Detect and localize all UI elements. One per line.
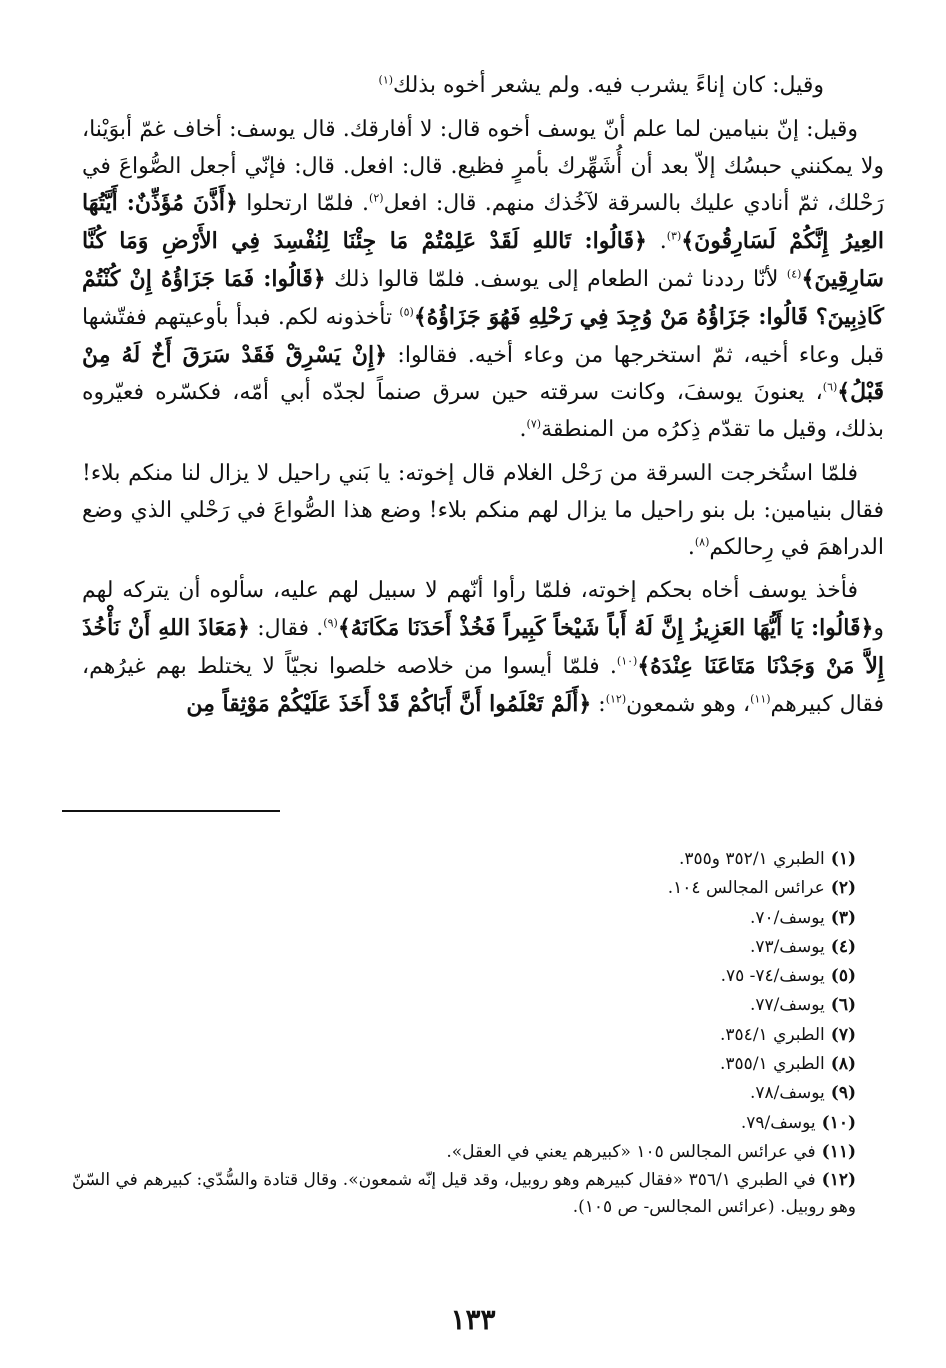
footnote-text: الطبري ٣٥٢/١ و٣٥٥. xyxy=(678,849,825,869)
footnote-marker: (٣) xyxy=(666,229,682,243)
text-run: . فقال: xyxy=(249,616,324,642)
footnote-item xyxy=(62,845,856,874)
footnote-text: يوسف/٧٣. xyxy=(750,936,825,957)
footnote-item xyxy=(62,991,856,1020)
footnote-item xyxy=(62,1021,856,1050)
footnote-number: (٩) xyxy=(830,1083,856,1104)
footnote-item xyxy=(62,904,856,933)
footnote-number: (٧) xyxy=(830,1024,856,1045)
quran-quote: ﴿مَعَاذَ اللهِ أَنْ نَأْخُذَ إِلاَّ مَنْ وَجَدْنَا مَتَاعَنَا عِنْدَهُ﴾ xyxy=(82,615,885,679)
paragraph xyxy=(82,68,884,105)
footnote-text: عرائس المجالس ١٠٤. xyxy=(667,878,825,899)
text-run: وقيل: كان إناءً يشرب فيه. ولم يشعر أخوه بذلك xyxy=(393,73,824,98)
footnote-number: (٣) xyxy=(830,907,856,928)
footnote-marker: (٧) xyxy=(526,417,542,431)
footnote-marker: (٥) xyxy=(399,305,414,319)
footnote-number: (٤) xyxy=(830,936,856,957)
footnote-item xyxy=(62,1050,856,1079)
text-run: . xyxy=(646,229,667,255)
footnote-item xyxy=(62,1079,856,1108)
footnote-item xyxy=(62,1138,856,1167)
page-number: ١٣٣ xyxy=(450,1303,496,1336)
text-run: فأخذ يوسف أخاه بحكم إخوته، فلمّا رأوا أنّهم لا سبيل لهم عليه، سألوه أن يتركه لهم و xyxy=(82,578,884,642)
quran-quote: ﴿قَالُوا: يَا أَيُّهَا العَزِيزُ إِنَّ لَهُ أَباً شَيْخاً كَبِيراً فَخُذْ أَحَدَنَا مَكَانَهُ﴾ xyxy=(337,615,874,642)
quran-quote: ﴿قَالُوا: تَاللهِ لَقَدْ عَلِمْتُمْ مَا جِئْنَا لِنُفْسِدَ فِي الأَرْضِ وَمَا كُنَّا سَارِقِينَ﴾ xyxy=(82,228,884,292)
footnote-marker: (٦) xyxy=(822,381,838,395)
footnote-item xyxy=(62,962,856,991)
text-run: فلمّا استُخرجت السرقة من رَحْل الغلام قال إخوته: يا بَني راحيل لا يزال لنا منكم بلاء! فقال بنيامين: بل بنو راحيل ما يزال لهم منكم بلاء! وضع هذا الصُّواعَ في رَحْلي الذي وضع الدراهمَ في رِحالكم xyxy=(82,460,884,560)
footnote-item xyxy=(62,1167,856,1221)
text-run: ، وهو شمعون xyxy=(626,691,751,717)
text-run: . xyxy=(519,417,527,443)
footnote-text: في عرائس المجالس ١٠٥ «كبيرهم يعني في العقل». xyxy=(446,1141,816,1162)
footnote-number: (٦) xyxy=(830,995,856,1016)
text-run: : xyxy=(591,691,606,717)
footnote-text: الطبري ٣٥٤/١. xyxy=(720,1024,825,1045)
footnote-number: (١٠) xyxy=(821,1112,856,1133)
footnote-item xyxy=(62,1109,856,1138)
text-run: وقيل: إنّ بنيامين لما علم أنّ يوسف أخوه قال: لا أفارقك. قال يوسف: أخاف غمّ أبوَيْنا، ولا يمكنني حبسُك إلاّ بعد أن أُشَهِّرك بأمرٍ فظيع. قال: افعل. قال: فإنّي أجعل الصُّواعَ في رَحْلك، ثمّ أنادي عليك بالسرقة لآخُذك منهم. قال: افعل xyxy=(82,116,885,217)
footnote-number: (١) xyxy=(830,849,856,869)
footnote-separator xyxy=(62,810,280,812)
footnote-number: (١١) xyxy=(821,1141,856,1162)
footnote-text: يوسف/٧٤- ٧٥. xyxy=(720,966,825,987)
paragraph xyxy=(82,112,884,449)
footnote-marker: (٢) xyxy=(369,192,384,206)
footnote-marker: (١١) xyxy=(750,692,771,706)
footnote-text: يوسف/٧٨. xyxy=(750,1083,825,1104)
footnote-marker: (١٢) xyxy=(605,692,627,706)
footnote-number: (٥) xyxy=(830,966,856,987)
paragraph xyxy=(82,573,884,723)
footnote-number: (١٢) xyxy=(821,1170,856,1191)
text-run: . فلمّا أيسوا من خلاصه خلصوا نجيّاً لا يختلط بهم غيرُهم، فقال كبيرهم xyxy=(82,653,884,717)
quran-quote: ﴿أَلَمْ تَعْلَمُوا أَنَّ أَبَاكُمْ قَدْ أَخَذَ عَلَيْكُمْ مَوْثِقاً مِن xyxy=(186,690,592,717)
text-run: لأنّا رددنا ثمن الطعام إلى يوسف. فلمّا قالوا ذلك xyxy=(325,266,787,292)
footnote-text: الطبري ٣٥٥/١. xyxy=(720,1054,825,1075)
footnote-text: في الطبري ٣٥٦/١ «فقال كبيرهم وهو روبيل، وقد قيل إنّه شمعون». وقال قتادة والسُّدّي: كبيرهم في السّنّ وهو روبيل. (عرائس المجالس- ص ١٠٥). xyxy=(72,1170,856,1218)
footnote-item xyxy=(62,874,856,903)
footnotes-list xyxy=(62,845,856,1221)
footnote-text: يوسف/٧٠. xyxy=(750,907,825,928)
quran-quote: ﴿إِنْ يَسْرِقْ فَقَدْ سَرَقَ أَخٌ لَهُ مِنْ قَبْلُ﴾ xyxy=(82,341,884,406)
quran-quote: ﴿قَالُوا: فَمَا جَزَاؤُهُ إِنْ كُنْتُمْ كَاذِبِينَ؟ قَالُوا: جَزَاؤُهُ مَنْ وُجِدَ فِي رَحْلِهِ فَهُوَ جَزَاؤُهُ﴾ xyxy=(82,265,884,330)
quran-quote: ﴿أَذَّنَ مُؤَذِّنٌ: أَيَّتُهَا العِيرُ إِنَّكُمْ لَسَارِقُونَ﴾ xyxy=(82,190,884,255)
footnote-marker: (٤) xyxy=(786,267,802,281)
paragraph xyxy=(82,456,884,566)
text-run: ، يعنونَ يوسفَ، وكانت سرقته حين سرق صنماً لجدّه أبي أمّه، فكسّره فعيّروه بذلك، وقيل ما تقدّم ذِكرُه من المنطقة xyxy=(82,380,884,443)
footnote-number: (٢) xyxy=(830,878,856,899)
footnote-marker: (١٠) xyxy=(616,654,638,668)
footnote-marker: (١) xyxy=(378,73,394,87)
main-text xyxy=(82,68,884,731)
footnote-marker: (٨) xyxy=(694,535,710,549)
text-run: . xyxy=(687,534,695,560)
text-run: . فلمّا ارتحلوا xyxy=(237,191,370,217)
text-run: تأخذونه لكم. فبدأ بأوعيتهم ففتّشها قبل وعاء أخيه، ثمّ استخرجها من وعاء أخيه. فقالوا: xyxy=(82,304,884,368)
footnote-number: (٨) xyxy=(830,1054,856,1075)
footnote-text: يوسف/٧٧. xyxy=(750,995,825,1016)
footnote-item xyxy=(62,933,856,962)
footnote-marker: (٩) xyxy=(323,616,338,630)
footnote-text: يوسف/٧٩. xyxy=(740,1112,816,1133)
